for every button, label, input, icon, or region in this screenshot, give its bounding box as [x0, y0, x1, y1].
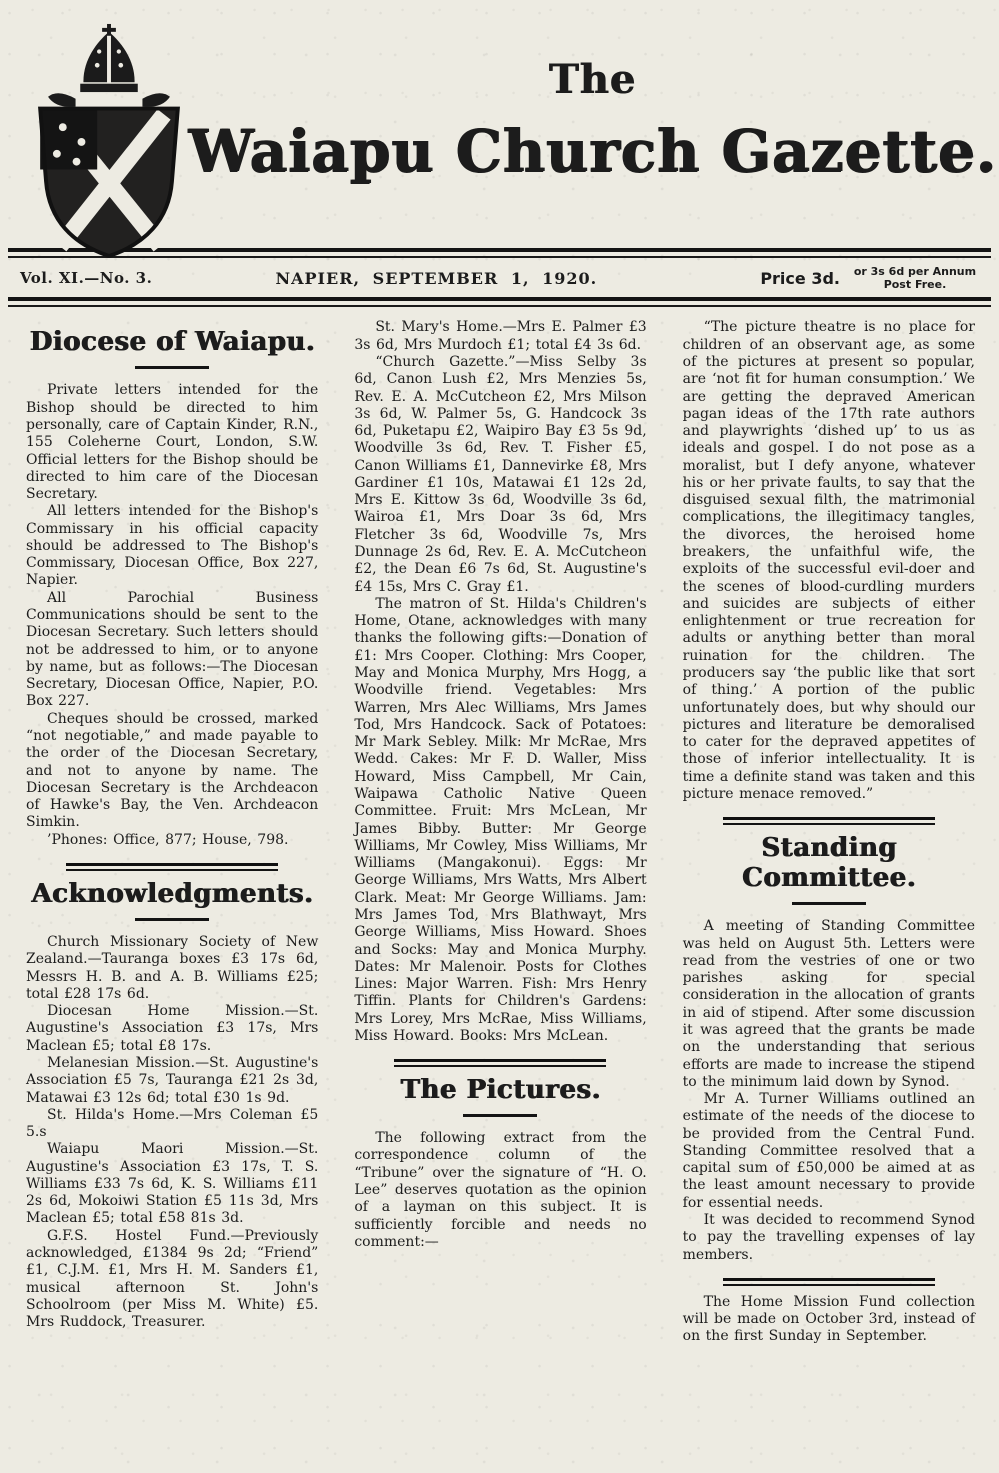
- article-columns: [0, 307, 999, 1345]
- heading-underline: [135, 918, 209, 921]
- paragraph: All letters intended for the Bishop's Commissary in his official capacity should be addressed to The Bishop's Commissary, Diocesan Office, Box 227, Napier.: [26, 503, 319, 589]
- section-divider: [394, 1059, 606, 1067]
- column-1: [26, 319, 318, 1345]
- heading-underline: [792, 902, 866, 905]
- column-3: [683, 319, 975, 1345]
- section-divider: [66, 863, 278, 871]
- masthead-titles: [188, 22, 997, 185]
- paragraph: All Parochial Business Communications should be sent to the Diocesan Secretary. Such letters should not be addressed to him, or to anyone by name, but as follows:—The Diocesan Secretary, Diocesan Office, Napier, P.O. Box 227.: [26, 589, 319, 710]
- dateline-rule-bottom: [8, 297, 991, 307]
- price: Price 3d.: [760, 268, 840, 288]
- paragraph: It was decided to recommend Synod to pay the travelling expenses of lay members.: [682, 1212, 975, 1263]
- paragraph: Diocesan Home Mission.—St. Augustine's Association £3 17s, Mrs Maclean £5; total £8 17s.: [26, 1003, 319, 1054]
- section-divider: [723, 817, 935, 825]
- volume-number: Vol. XI.—No. 3.: [20, 269, 153, 288]
- masthead: [0, 0, 999, 248]
- heading-underline: [463, 1114, 537, 1117]
- heading-acknowledgments: Acknowledgments.: [31, 878, 314, 909]
- dateline: [0, 258, 999, 297]
- place-date: NAPIER, SEPTEMBER 1, 1920.: [275, 268, 598, 288]
- price-group: [760, 265, 981, 291]
- paragraph: Melanesian Mission.—St. Augustine's Association £5 7s, Tauranga £21 2s 3d, Matawai £3 12s 6d; total £30 1s 9d.: [26, 1054, 319, 1106]
- paragraph: Waiapu Maori Mission.—St. Augustine's Association £3 17s, T. S. Williams £33 7s 6d, K. S. Williams £11 2s 6d, Mokoiwi Station £5 11s 3d, Mrs Maclean £5; total £58 81s 3d.: [26, 1141, 319, 1227]
- price-note: or 3s 6d per Annum Post Free.: [853, 265, 977, 292]
- paragraph: Cheques should be crossed, marked “not negotiable,” and made payable to the order of the Diocesan Secretary, and not to anyone by name. The Diocesan Secretary is the Archdeacon of Hawke's Bay, the Ven. Archdeacon Simkin.: [26, 710, 319, 831]
- heading-standing-committee: Standing Committee.: [741, 833, 916, 894]
- masthead-the: The: [548, 56, 636, 103]
- paragraph: Church Missionary Society of New Zealand.—Tauranga boxes £3 17s 6d, Messrs H. B. and A. B. Williams £25; total £28 17s 6d.: [26, 933, 319, 1002]
- paragraph: G.F.S. Hostel Fund.—Previously acknowledged, £1384 9s 2d; “Friend” £1, C.J.M. £1, Mrs H. M. Sanders £1, musical afternoon St. John's Schoolroom (per Miss M. White) £5. Mrs Ruddock, Treasurer.: [26, 1227, 319, 1331]
- paragraph: The Home Mission Fund collection will be made on October 3rd, instead of on the first Sunday in September.: [682, 1293, 975, 1345]
- paragraph: St. Mary's Home.—Mrs E. Palmer £3 3s 6d, Mrs Murdoch £1; total £4 3s 6d.: [354, 319, 647, 353]
- paragraph: Mr A. Turner Williams outlined an estimate of the needs of the diocese to be provided from the Central Fund. Standing Committee resolved that a capital sum of £50,000 be aimed at as the least amount necessary to provide for essential needs.: [682, 1091, 975, 1211]
- paragraph: “The picture theatre is no place for children of an observant age, as some of the pictures at present so popular, are ‘not fit for human consumption.’ We are getting the depraved American pagan ideas of the 17th rate authors and playwrights ‘dished up’ to us as ideals and gospel. I do not pose as a moralist, but I defy anyone, whatever his or her private faults, to say that the disguised sexual filth, the matrimonial complications, the illegitimacy tangles, the divorces, the heroised home breakers, the unfaithful wife, the exploits of the successful evil-doer and the scenes of blood-curdling murders and suicides are subjects of either enlightenment or true recreation for adults or anything better than moral ruination for the children. The producers say ‘the public like that sort of thing.’ A portion of the public unfortunately does, but why should our pictures and literature be demoralised to cater for the depraved appetites of those of inferior intellectuality. It is time a definite stand was taken and this picture menace removed.”: [682, 319, 975, 802]
- paragraph: A meeting of Standing Committee was held on August 5th. Letters were read from the vestries of one or two parishes asking for special consideration in the allocation of grants in aid of stipend. After some discussion it was agreed that the grants be made on the understanding that serious efforts are made to increase the stipend to the minimum laid down by Synod.: [682, 918, 975, 1090]
- paragraph: Private letters intended for the Bishop should be directed to him personally, care of Captain Kinder, R.N., 155 Coleherne Court, London, S.W. Official letters for the Bishop should be directed to him care of the Diocesan Secretary.: [26, 382, 319, 503]
- paragraph: St. Hilda's Home.—Mrs Coleman £5 5.s: [26, 1106, 319, 1141]
- section-divider: [723, 1278, 935, 1286]
- heading-the-pictures: The Pictures.: [400, 1075, 601, 1106]
- column-2: [354, 319, 646, 1345]
- paragraph: “Church Gazette.”—Miss Selby 3s 6d, Canon Lush £2, Mrs Menzies 5s, Rev. E. A. McCutcheon £2, Mrs Milson 3s 6d, W. Palmer 5s, G. Handcock 3s 6d, Puketapu £2, Waipiro Bay £3 5s 9d, Woodville 3s 6d, Rev. T. Fisher £5, Canon Williams £1, Dannevirke £8, Mrs Gardiner £1 10s, Matawai £1 12s 2d, Mrs E. Kittow 3s 6d, Woodville 3s 6d, Wairoa £1, Mrs Doar 3s 6d, Mrs Fletcher 3s 6d, Woodville 7s, Mrs Dunnage 2s 6d, Rev. E. A. McCutcheon £2, the Dean £6 7s 6d, St. Augustine's £4 15s, Mrs C. Gray £1.: [354, 353, 647, 595]
- paragraph: The following extract from the correspondence column of the “Tribune” over the signature of “H. O. Lee” deserves quotation as the opinion of a layman on this subject. It is sufficiently forcible and needs no comment:—: [354, 1130, 647, 1250]
- diocese-crest-icon: [30, 22, 188, 258]
- page-title: Waiapu Church Gazette.: [188, 117, 997, 185]
- paragraph: The matron of St. Hilda's Children's Home, Otane, acknowledges with many thanks the following gifts:—Donation of £1: Mrs Cooper. Clothing: Mrs Cooper, May and Monica Murphy, Mrs Hogg, a Woodville friend. Vegetables: Mrs Warren, Mrs Alec Williams, Mrs James Tod, Mrs Handcock. Sack of Potatoes: Mr Mark Sebley. Milk: Mr McRae, Mrs Wedd. Cakes: Mr F. D. Waller, Miss Howard, Miss Campbell, Mr Cain, Waipawa Catholic Native Queen Committee. Fruit: Mrs McLean, Mr James Bibby. Butter: Mr George Williams, Mr Cowley, Miss Williams, Mr Williams (Mangakonui). Eggs: Mr George Williams, Mrs Watts, Mrs Albert Clark. Meat: Mr George Williams. Jam: Mrs James Tod, Mrs Blathwayt, Mrs George Williams, Miss Howard. Shoes and Socks: May and Monica Murphy. Dates: Mr Malenoir. Posts for Clothes Lines: Major Warren. Fish: Mrs Henry Tiffin. Plants for Children's Gardens: Mrs Lorey, Mrs McRae, Miss Williams, Miss Howard. Books: Mrs McLean.: [354, 595, 647, 1044]
- heading-underline: [135, 366, 209, 369]
- paragraph: ’Phones: Office, 877; House, 798.: [47, 831, 289, 848]
- heading-diocese-of-waiapu: Diocese of Waiapu.: [29, 327, 315, 358]
